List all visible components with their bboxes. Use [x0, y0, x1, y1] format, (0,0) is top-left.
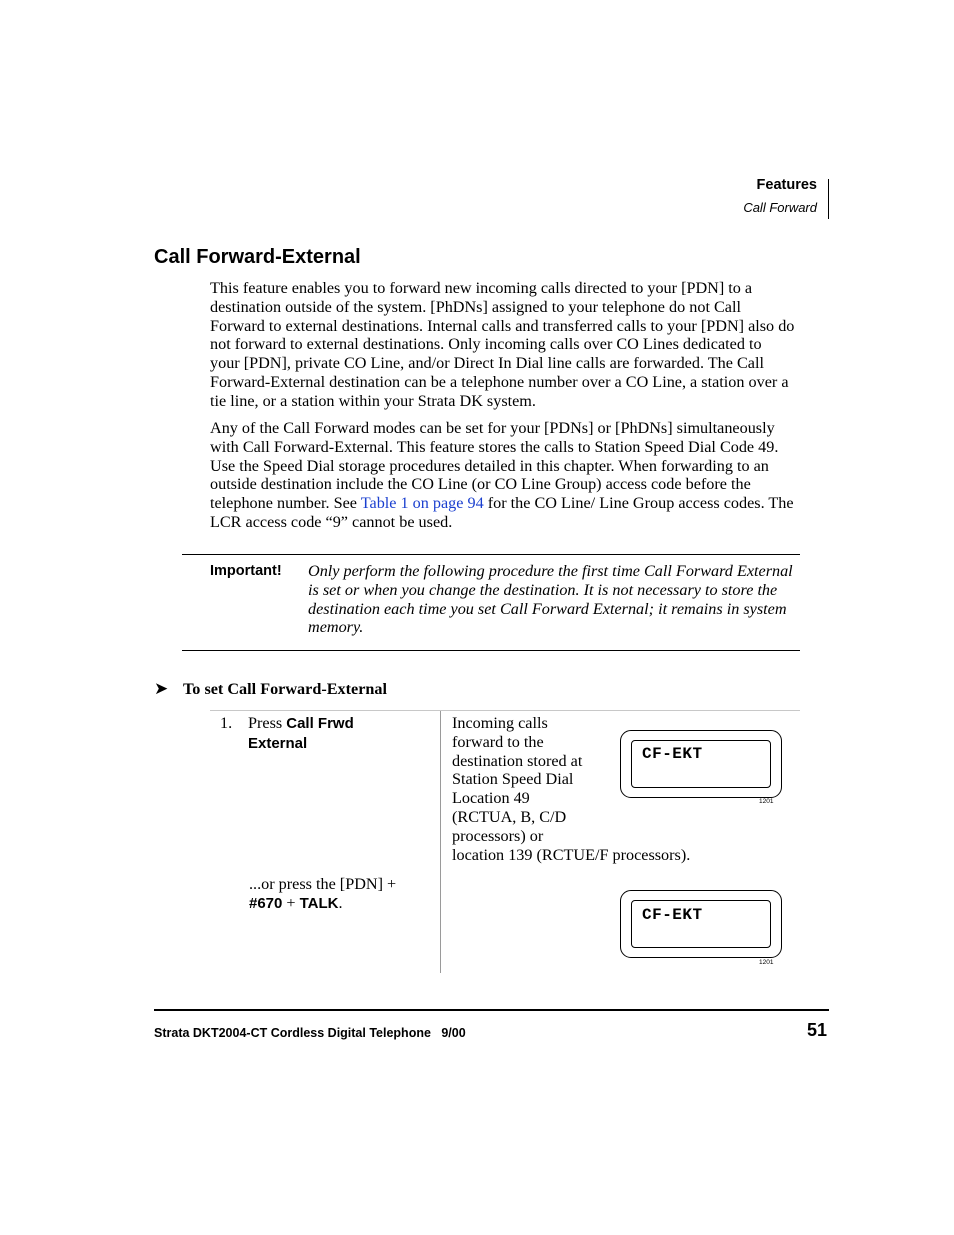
step-instruction [248, 714, 433, 754]
important-bottom-rule [182, 650, 800, 651]
description-line: forward to the [452, 732, 544, 751]
procedure-table-top-rule [210, 710, 800, 711]
procedure-arrow-icon: ➤ [154, 679, 169, 698]
page-number: 51 [806, 1020, 827, 1040]
paragraph-modes [210, 419, 795, 532]
step-number: 1. [220, 714, 233, 732]
important-text: Only perform the following procedure the first time Call Forward External is set or when you change the destination. It is not necessary to store the destination each time you set Call Forward External; it remains in system memory. [308, 562, 793, 637]
important-label: Important! [210, 563, 282, 579]
header-title: Features [756, 177, 817, 193]
paragraph-intro-text: This feature enables you to forward new incoming calls directed to your [PDN] to a destination outside of the system. [PhDNs] assigned to your telephone do not Call Forward to external destinations. Internal calls and transferred calls to your [PDN] also do not forward to external destinations. Only incoming calls over CO Lines dedicated to your [PDN], private CO Line, and/or Direct In Dial line calls are forwarded. The Call Forward-External destination can be a telephone number over a CO Line, a station over a tie line, or a station within your Strata DK system. [210, 279, 795, 410]
paragraph-modes-part2: for the CO Line/ Line Group access codes. The LCR access code “9” cannot be used. [210, 494, 794, 531]
call-frwd-key-label: Call Frwd [286, 715, 354, 732]
description-line: Station Speed Dial [452, 770, 574, 789]
paragraph-intro [210, 279, 795, 411]
description-line: Incoming calls [452, 714, 548, 732]
alt-prefix-text: ...or press the [PDN] + [249, 875, 397, 893]
section-title: Call Forward-External [154, 246, 361, 268]
paragraph-modes-text [210, 419, 795, 532]
paragraph-modes-part1: Any of the Call Forward modes can be set for your [PDNs] or [PhDNs] simultaneously with Call Forward-External. This feature stores the calls to Station Speed Dial Code 49. Use the Speed Dial storage procedures detailed in this chapter. When forwarding to an outside destination include the CO Line (or CO Line Group) access code before the telephone number. See [210, 419, 779, 513]
step-press-text: Press [248, 714, 287, 732]
lcd-figure-code-1: 1201 [759, 798, 774, 805]
alt-period: . [338, 893, 343, 912]
step-alternative [249, 875, 434, 914]
footer-rule [154, 1009, 829, 1011]
header-subtitle: Call Forward [743, 200, 817, 215]
lcd-text-1: CF-EKT [642, 745, 703, 763]
footer-document-title: Strata DKT2004-CT Cordless Digital Telephone 9/00 [154, 1026, 466, 1040]
talk-key: TALK [299, 894, 339, 912]
header-rule [828, 179, 829, 219]
external-key-label: External [248, 734, 308, 752]
lcd-figure-code-2: 1201 [759, 959, 774, 966]
important-top-rule [182, 554, 800, 555]
description-line: (RCTUA, B, C/D [452, 807, 567, 826]
table-1-link[interactable]: Table 1 on page 94 [360, 494, 484, 513]
description-line: location 139 (RCTUE/F processors). [452, 845, 691, 864]
procedure-title: To set Call Forward-External [183, 680, 387, 698]
description-line: processors) or [452, 826, 544, 845]
procedure-table-divider [440, 711, 441, 973]
description-line: Location 49 [452, 789, 530, 808]
alt-plus-text: + [282, 893, 300, 912]
lcd-text-2: CF-EKT [642, 906, 703, 924]
code-670-key: #670 [249, 894, 283, 912]
description-line: destination stored at [452, 751, 583, 770]
